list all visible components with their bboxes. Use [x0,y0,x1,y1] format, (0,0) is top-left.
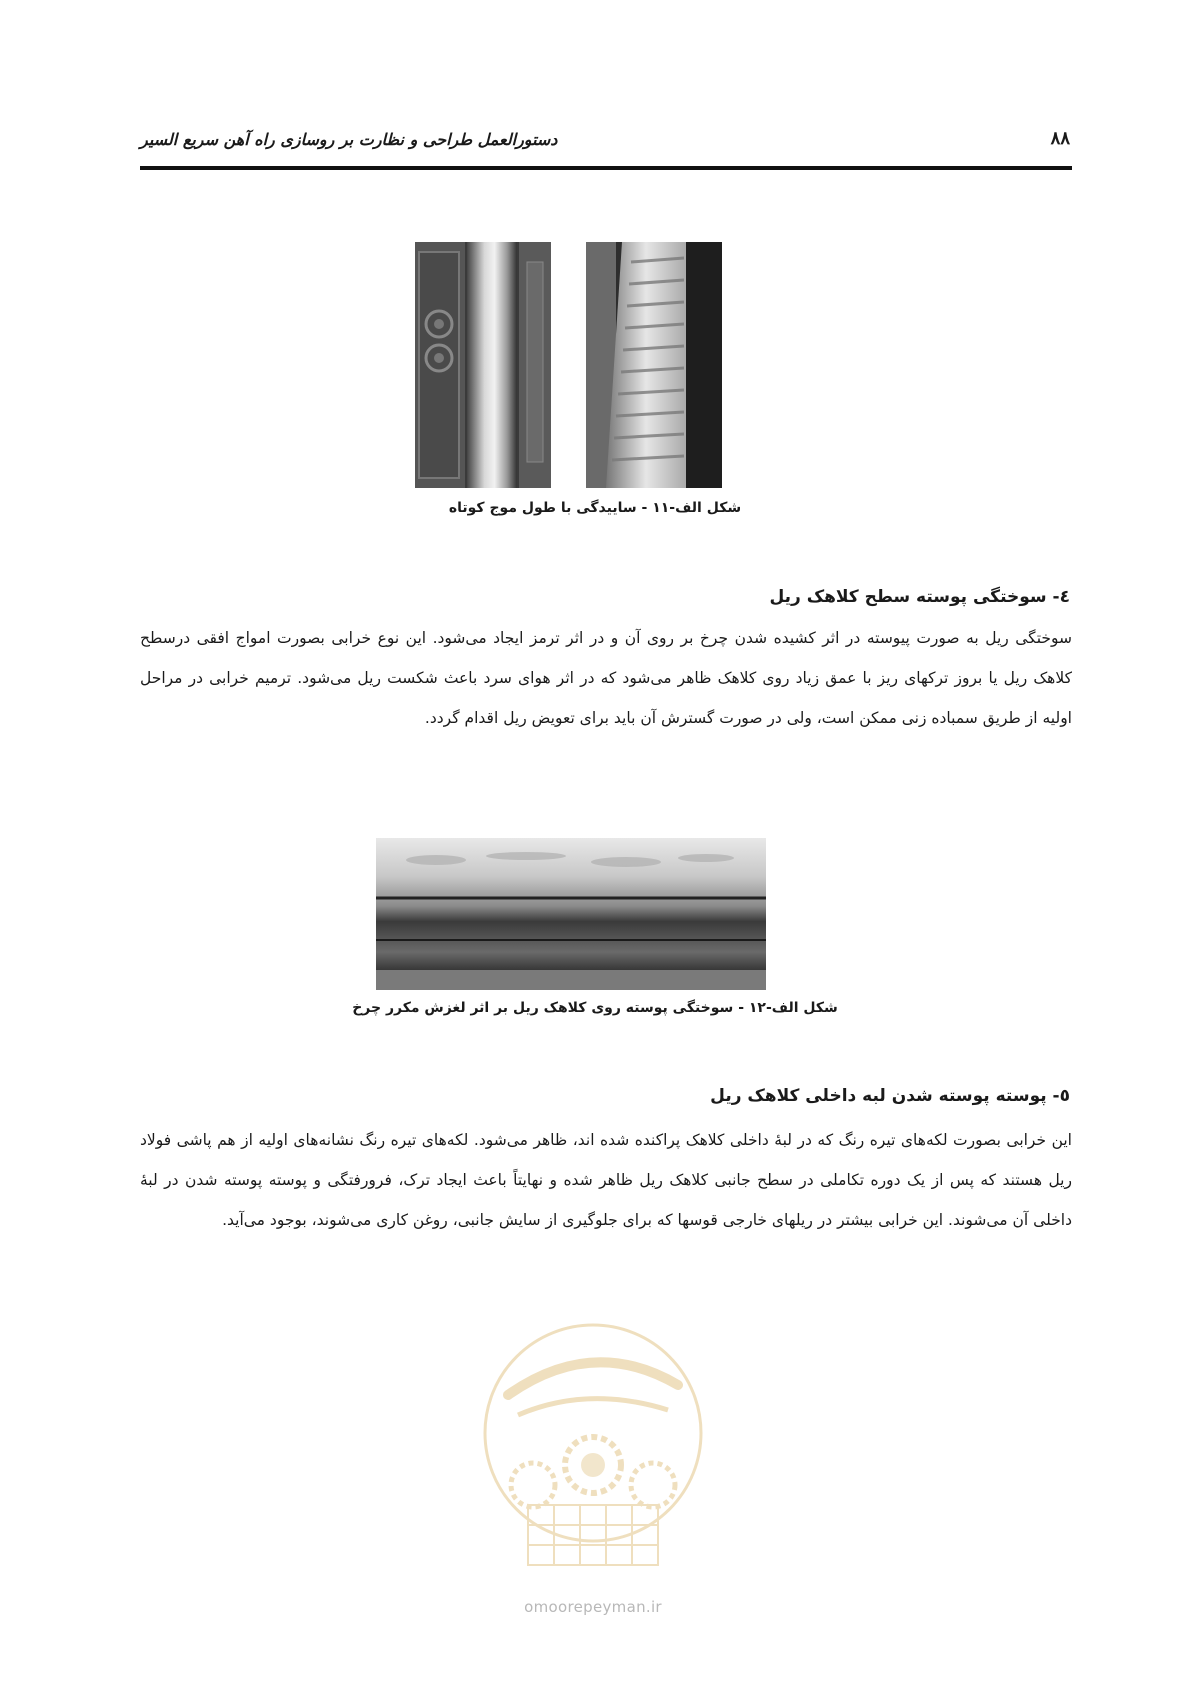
section-5-paragraph: این خرابی بصورت لکه‌های تیره رنگ که در لبهٔ داخلی کلاهک پراکنده شده اند، ظاهر می‌شود. لکه‌های تیره رنگ نشانه‌های اولیه از هم پاشی فولاد ریل هستند که پس از یک دوره تکاملی در سطح جانبی کلاهک ریل ظاهر شده و نهایتاً باعث ایجاد ترک، فرورفتگی و پوسته پوسته شدن در لبهٔ داخلی آن می‌شوند. این خرابی بیشتر در ریلهای خارجی قوسها که برای جلوگیری از سایش جانبی، روغن کاری می‌شوند، بوجود می‌آید. [140,1131,1072,1229]
figure-11-photo-left [415,242,551,488]
page-number: ۸۸ [1050,128,1070,149]
watermark-logo [478,1315,708,1615]
figure-12-photo [376,820,766,990]
figure-11-caption: شکل الف-۱۱ - ساییدگی با طول موج کوتاه [448,500,742,516]
figure-11-photo-right [586,242,722,488]
running-header-title: دستورالعمل طراحی و نظارت بر روسازی راه آهن سریع السیر [140,130,558,149]
watermark-url: omoorepeyman.ir [524,1598,662,1616]
section-4-paragraph: سوختگی ریل به صورت پیوسته در اثر کشیده شدن چرخ بر روی آن و در اثر ترمز ایجاد می‌شود. این نوع خرابی بصورت امواج افقی درسطح کلاهک ریل یا بروز ترکهای ریز با عمق زیاد روی کلاهک ظاهر می‌شود که در اثر هوای سرد باعث شکست ریل می‌شود. ترمیم خرابی در مراحل اولیه از طریق سمباده زنی ممکن است، ولی در صورت گسترش آن باید برای تعویض ریل اقدام گردد. [140,629,1072,727]
section-4-heading: ٤- سوختگی پوسته سطح کلاهک ریل [769,587,1070,607]
header-rule [140,166,1072,170]
section-5-heading: ٥- پوسته پوسته شدن لبه داخلی کلاهک ریل [710,1086,1070,1106]
figure-12-caption: شکل الف-۱۲ - سوختگی پوسته روی کلاهک ریل بر اثر لغزش مکرر چرخ [352,1000,838,1016]
